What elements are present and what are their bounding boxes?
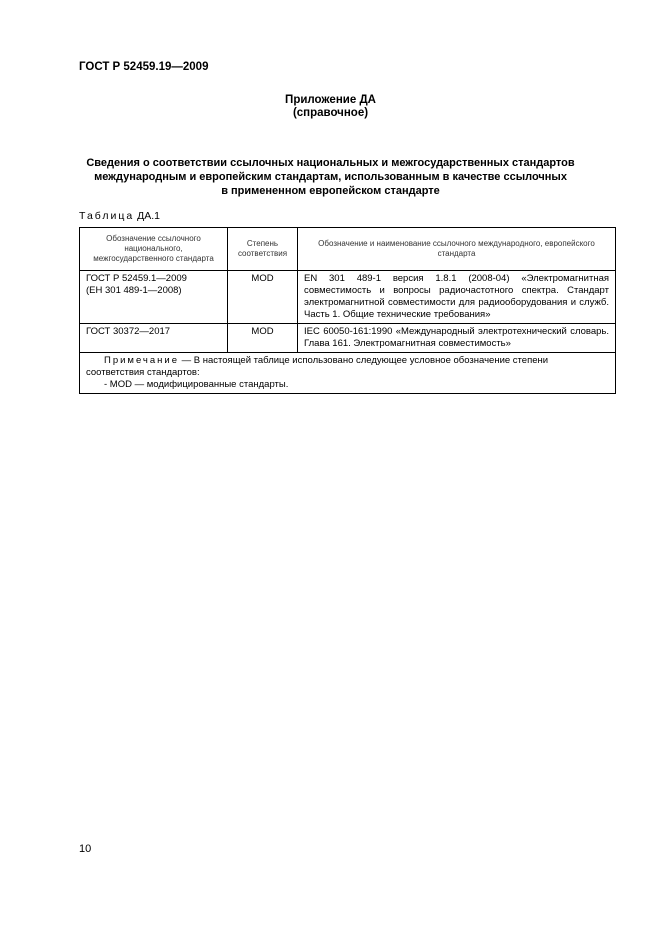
table-row — [80, 271, 616, 324]
cell-reference: EN 301 489-1 версия 1.8.1 (2008-04) «Электромагнитная совместимость и вопросы радиочастотного спектра. Стандарт электромагнитной совместимости для радиооборудования и служб. Часть 1. Общие технические требования» — [298, 271, 616, 324]
annex-subtitle: (справочное) — [292, 107, 369, 119]
annex-title: Приложение ДА — [285, 94, 376, 106]
table-caption-prefix: Таблица — [79, 210, 135, 222]
note-label: Примечание — [104, 355, 179, 366]
cell-standard — [80, 271, 228, 324]
cell-degree: MOD — [228, 324, 298, 353]
heading-line: в примененном европейском стандарте — [221, 185, 440, 197]
section-heading — [60, 156, 601, 198]
table-caption — [79, 210, 160, 222]
standard-designation: ГОСТ 30372—2017 — [86, 326, 171, 337]
cell-reference: IEC 60050-161:1990 «Международный электротехнический словарь. Глава 161. Электромагнитная совместимость» — [298, 324, 616, 353]
table-row — [80, 324, 616, 353]
cell-degree: MOD — [228, 271, 298, 324]
note-item: - MOD — модифицированные стандарты. — [104, 379, 289, 390]
table-note — [80, 353, 616, 394]
header-standard: Обозначение ссылочного национального, межгосударственного стандарта — [80, 228, 228, 271]
table-note-row — [80, 353, 616, 394]
table-caption-number: ДА.1 — [137, 210, 160, 222]
standard-designation-alt: (ЕН 301 489-1—2008) — [86, 285, 182, 296]
annex-header — [0, 94, 661, 120]
heading-line: международным и европейским стандартам, использованным в качестве ссылочных — [94, 171, 567, 183]
document-code: ГОСТ Р 52459.19—2009 — [79, 61, 209, 73]
header-degree: Степень соответствия — [228, 228, 298, 271]
header-reference: Обозначение и наименование ссылочного международного, европейского стандарта — [298, 228, 616, 271]
note-paragraph — [86, 355, 609, 379]
reference-table — [79, 227, 616, 394]
heading-line: Сведения о соответствии ссылочных национальных и межгосударственных стандартов — [86, 157, 575, 169]
standard-designation: ГОСТ Р 52459.1—2009 — [86, 273, 187, 284]
page-number: 10 — [79, 843, 92, 855]
note-text: — В настоящей таблице использовано следующее условное обозначение степени соответствия стандартов: — [86, 355, 549, 378]
table-header-row — [80, 228, 616, 271]
cell-standard — [80, 324, 228, 353]
